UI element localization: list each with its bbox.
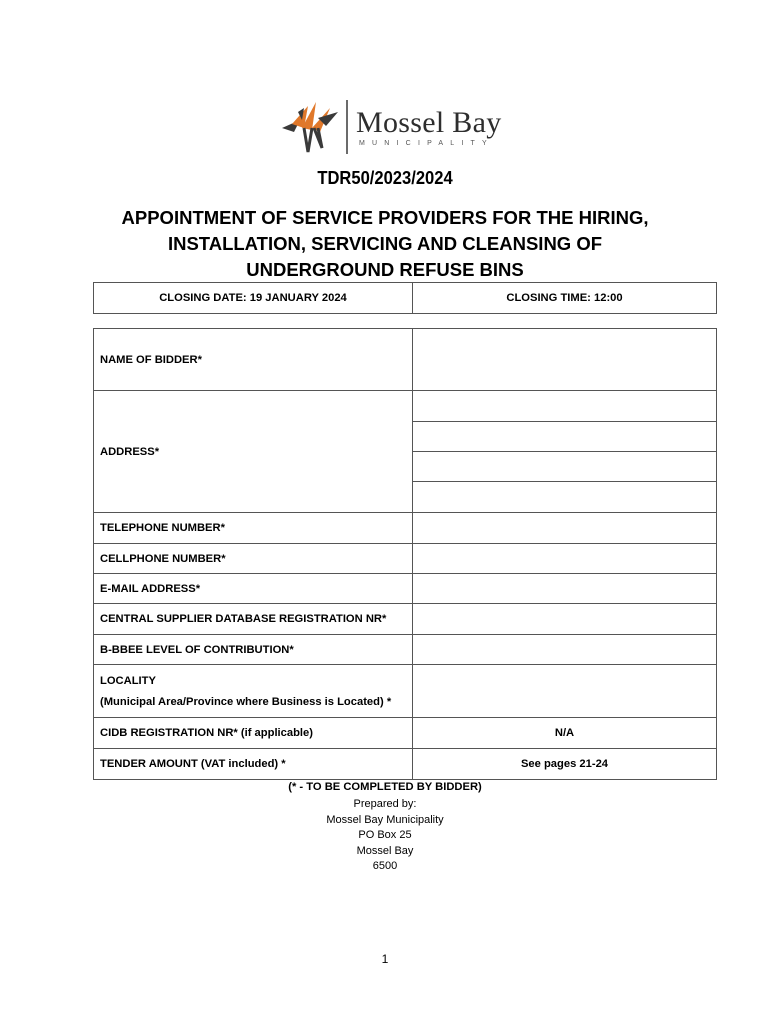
cidb-value: N/A — [413, 718, 717, 749]
name-of-bidder-label: NAME OF BIDDER* — [94, 329, 413, 391]
address-line-2-field[interactable] — [413, 422, 717, 452]
telephone-field[interactable] — [413, 513, 717, 544]
closing-date: CLOSING DATE: 19 JANUARY 2024 — [94, 283, 413, 314]
cellphone-label: CELLPHONE NUMBER* — [94, 544, 413, 574]
logo-subtitle: MUNICIPALITY — [359, 140, 494, 147]
email-field[interactable] — [413, 574, 717, 604]
prepared-by-label: Prepared by: — [353, 798, 417, 810]
closing-table — [93, 282, 717, 314]
logo-divider — [346, 100, 348, 154]
address-line-4-field[interactable] — [413, 482, 717, 513]
bbbee-label: B-BBEE LEVEL OF CONTRIBUTION* — [94, 635, 413, 665]
address-line-3-field[interactable] — [413, 452, 717, 482]
title-line-3: UNDERGROUND REFUSE BINS — [246, 259, 524, 280]
cellphone-field[interactable] — [413, 544, 717, 574]
email-label: E-MAIL ADDRESS* — [94, 574, 413, 604]
municipality-logo — [278, 94, 500, 160]
csd-field[interactable] — [413, 604, 717, 635]
prepared-by-po-box: PO Box 25 — [358, 829, 412, 841]
logo-name: Mossel Bay — [356, 106, 502, 139]
tender-amount-value: See pages 21-24 — [413, 749, 717, 780]
bidder-details-table — [93, 328, 717, 780]
prepared-by-town: Mossel Bay — [356, 844, 414, 857]
prepared-by-org: Mossel Bay Municipality — [326, 813, 444, 826]
prepared-by-postcode: 6500 — [372, 860, 398, 872]
title-line-2: INSTALLATION, SERVICING AND CLEANSING OF — [167, 233, 603, 254]
document-title — [60, 205, 710, 283]
closing-time: CLOSING TIME: 12:00 — [413, 283, 717, 314]
completion-note: (* - TO BE COMPLETED BY BIDDER) — [288, 781, 482, 793]
csd-label: CENTRAL SUPPLIER DATABASE REGISTRATION NR* — [94, 604, 413, 635]
tender-reference: TDR50/2023/2024 — [317, 168, 453, 188]
bbbee-field[interactable] — [413, 635, 717, 665]
name-of-bidder-field[interactable] — [413, 329, 717, 391]
telephone-label: TELEPHONE NUMBER* — [94, 513, 413, 544]
page-number: 1 — [381, 952, 389, 966]
tender-amount-label: TENDER AMOUNT (VAT included) * — [94, 749, 413, 780]
locality-title: LOCALITY — [100, 674, 156, 687]
address-line-1-field[interactable] — [413, 391, 717, 422]
title-line-1: APPOINTMENT OF SERVICE PROVIDERS FOR THE HIRING, — [121, 207, 649, 228]
aloe-logo-icon — [278, 98, 342, 156]
locality-label — [94, 665, 413, 718]
locality-note: (Municipal Area/Province where Business is Located) * — [100, 695, 392, 708]
address-label: ADDRESS* — [94, 391, 413, 513]
prepared-by-block — [0, 797, 770, 875]
cidb-label: CIDB REGISTRATION NR* (if applicable) — [94, 718, 413, 749]
locality-field[interactable] — [413, 665, 717, 718]
